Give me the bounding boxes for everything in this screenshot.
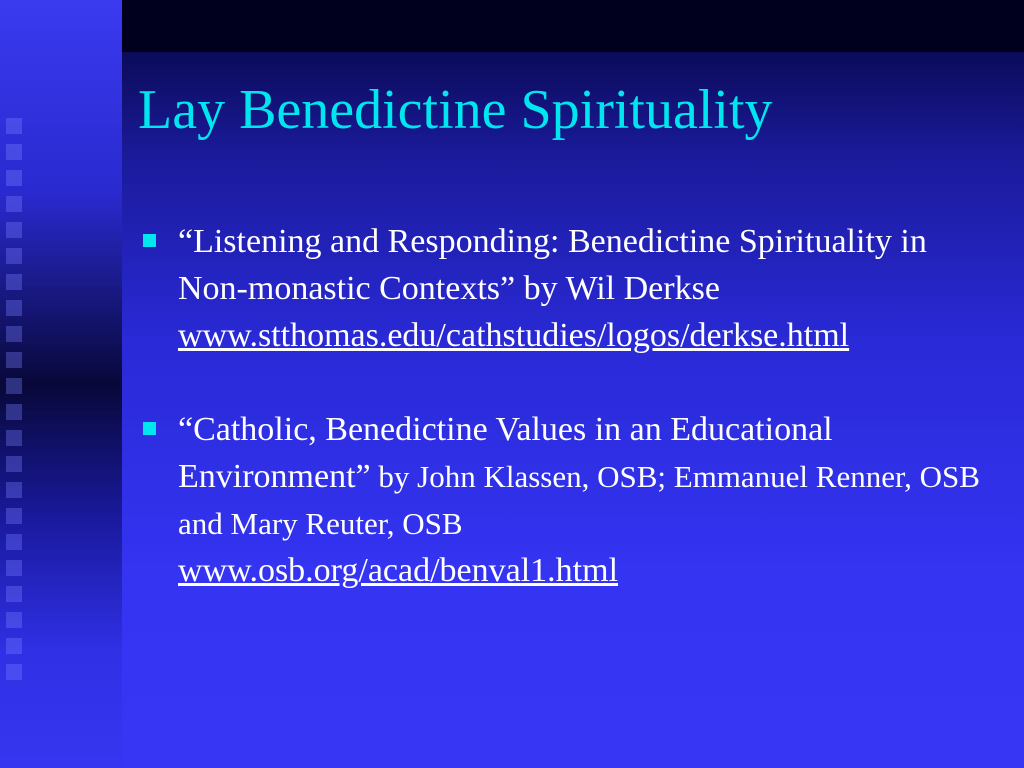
decorative-square [6, 378, 22, 394]
decorative-square [6, 508, 22, 524]
decorative-square [6, 118, 22, 134]
decorative-square [6, 196, 22, 212]
decorative-square [6, 404, 22, 420]
decorative-square [6, 352, 22, 368]
decorative-square [6, 638, 22, 654]
top-band-decoration [122, 0, 1024, 52]
decorative-square [6, 456, 22, 472]
decorative-square [6, 560, 22, 576]
decorative-square [6, 586, 22, 602]
decorative-square [6, 300, 22, 316]
bullet-item [140, 406, 1000, 594]
decorative-square [6, 612, 22, 628]
decorative-square [6, 274, 22, 290]
bullet-title: “Catholic, Benedictine Values in an Educational Environment” [178, 411, 833, 495]
square-bullet-icon [143, 422, 156, 435]
left-strip-decoration [0, 0, 122, 768]
square-bullet-icon [143, 234, 156, 247]
bullet-text [178, 406, 1000, 594]
decorative-square [6, 144, 22, 160]
bullet-item [140, 218, 1000, 359]
decorative-square [6, 482, 22, 498]
bullet-text [178, 218, 1000, 359]
bullet-link[interactable]: www.osb.org/acad/benval1.html [178, 552, 619, 589]
decorative-square [6, 326, 22, 342]
decorative-square [6, 170, 22, 186]
slide-title: Lay Benedictine Spirituality [138, 79, 773, 141]
bullet-authors: by John Klassen, OSB; Emmanuel Renner, OSB and Mary Reuter, OSB [178, 459, 980, 541]
decorative-square [6, 222, 22, 238]
bullet-title: “Listening and Responding: Benedictine Spirituality in Non-monastic Contexts” by Wil Derkse [178, 223, 927, 307]
bullet-list [140, 218, 1000, 641]
bullet-link[interactable]: www.stthomas.edu/cathstudies/logos/derkse.html [178, 317, 850, 354]
decorative-square [6, 248, 22, 264]
decorative-square [6, 430, 22, 446]
decorative-square [6, 534, 22, 550]
square-pattern-decoration [6, 118, 28, 688]
decorative-square [6, 664, 22, 680]
